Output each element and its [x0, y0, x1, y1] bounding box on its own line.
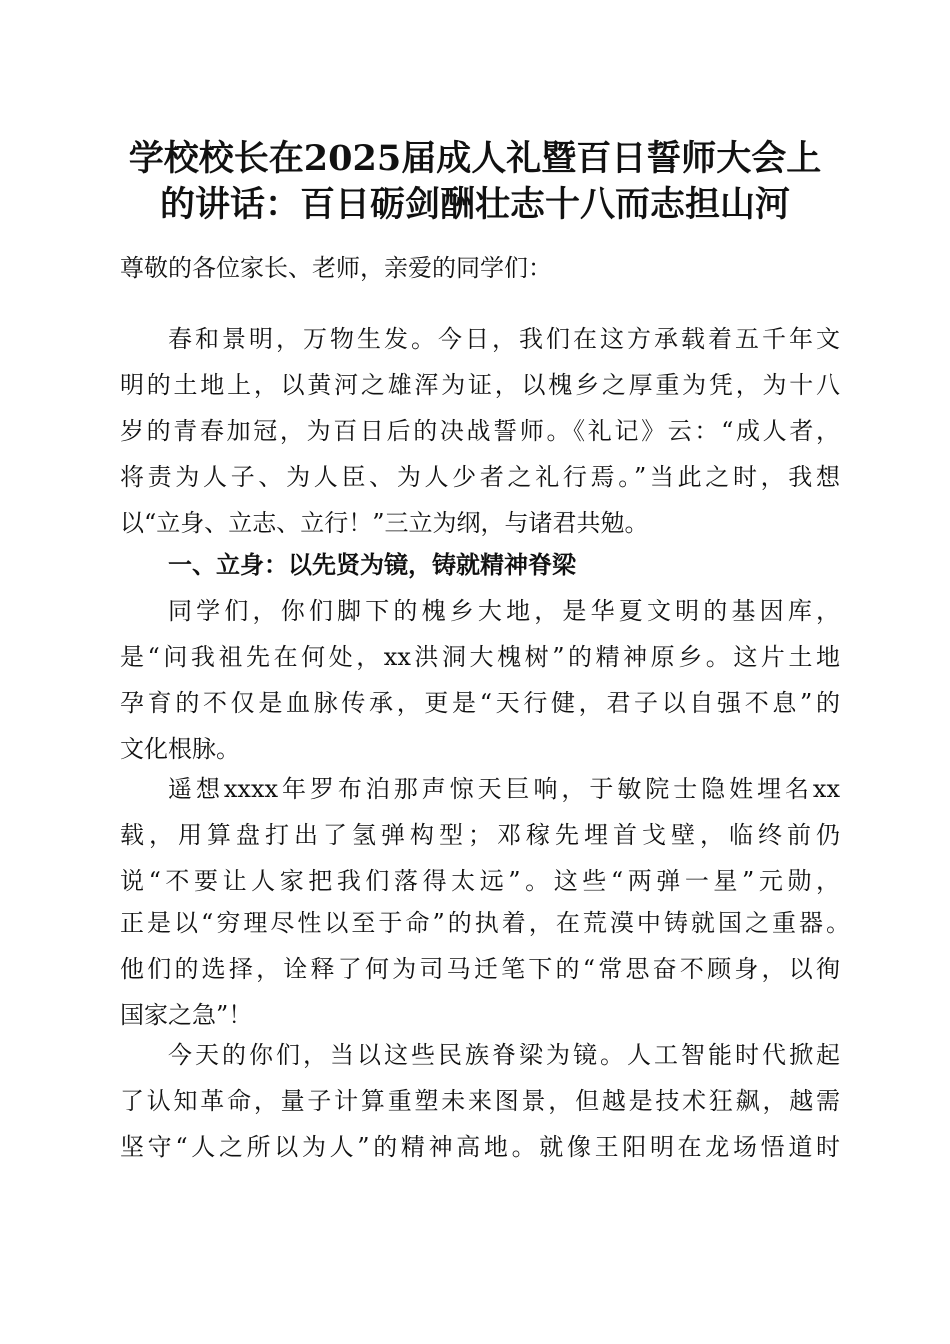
paragraph-line: 国家之急”！: [120, 1001, 253, 1029]
paragraph-line: 说“不要让人家把我们落得太远”。这些“两弹一星”元勋，: [120, 867, 840, 895]
section-heading: 一、立身：以先贤为镜，铸就精神脊梁: [168, 551, 576, 579]
paragraph-line: 文化根脉。: [120, 735, 240, 763]
paragraph-line: 遥想xxxx年罗布泊那声惊天巨响，于敏院士隐姓埋名xx: [168, 775, 840, 803]
paragraph-line: 载，用算盘打出了氢弹构型；邓稼先埋首戈壁，临终前仍: [120, 821, 840, 849]
document-title-line-2: 的讲话：百日砺剑酬壮志十八而志担山河: [159, 184, 790, 225]
paragraph-line: 将责为人子、为人臣、为人少者之礼行焉。”当此之时，我想: [120, 463, 840, 491]
paragraph-line: 孕育的不仅是血脉传承，更是“天行健，君子以自强不息”的: [120, 689, 840, 717]
salutation: 尊敬的各位家长、老师，亲爱的同学们：: [120, 254, 552, 282]
document-title-line-1: 学校校长在2025届成人礼暨百日誓师大会上: [128, 138, 822, 179]
paragraph-line: 以“立身、立志、立行！”三立为纲，与诸君共勉。: [120, 509, 649, 537]
paragraph-line: 他们的选择，诠释了何为司马迁笔下的“常思奋不顾身，以徇: [120, 955, 840, 983]
paragraph-line: 是“问我祖先在何处，xx洪洞大槐树”的精神原乡。这片土地: [120, 643, 840, 671]
paragraph-line: 明的土地上，以黄河之雄浑为证，以槐乡之厚重为凭，为十八: [120, 371, 840, 399]
paragraph-line: 今天的你们，当以这些民族脊梁为镜。人工智能时代掀起: [168, 1041, 840, 1069]
paragraph-line: 坚守“人之所以为人”的精神高地。就像王阳明在龙场悟道时: [120, 1133, 840, 1161]
paragraph-line: 了认知革命，量子计算重塑未来图景，但越是技术狂飙，越需: [120, 1087, 840, 1115]
paragraph-line: 正是以“穷理尽性以至于命”的执着，在荒漠中铸就国之重器。: [120, 909, 850, 937]
paragraph-line: 春和景明，万物生发。今日，我们在这方承载着五千年文: [168, 325, 840, 353]
paragraph-line: 岁的青春加冠，为百日后的决战誓师。《礼记》云：“成人者，: [120, 417, 840, 445]
paragraph-line: 同学们，你们脚下的槐乡大地，是华夏文明的基因库，: [168, 597, 840, 625]
